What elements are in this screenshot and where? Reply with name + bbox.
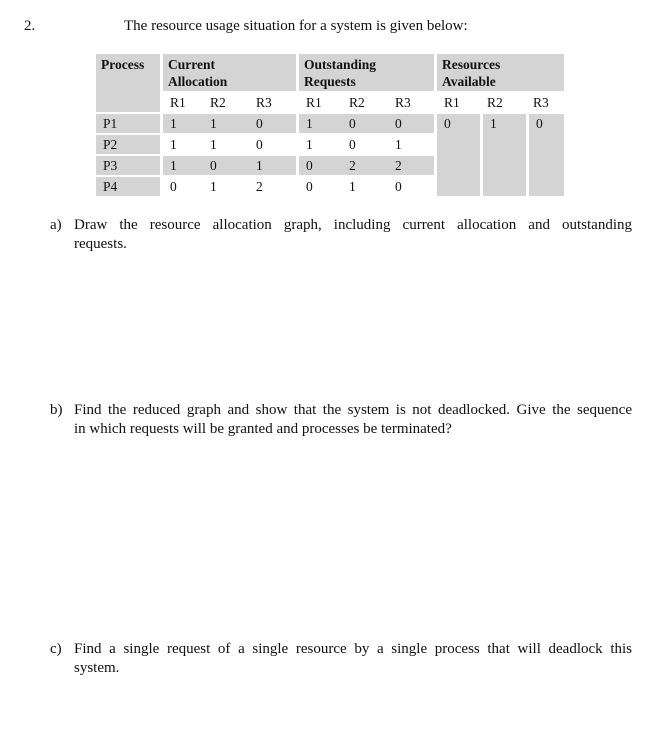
question-a-line1: Draw the resource allocation graph, including current allocation and outstanding [74, 217, 632, 233]
available-r2: 1 [480, 112, 526, 196]
request-cell: 0 [296, 175, 342, 196]
request-cell: 2 [342, 154, 388, 175]
request-cell: 1 [388, 133, 434, 154]
question-b [50, 401, 632, 439]
request-cell: 2 [388, 154, 434, 175]
outstanding-requests-header: Outstanding Requests [296, 54, 434, 91]
avail-r2-header: R2 [480, 91, 526, 112]
question-a [50, 216, 632, 254]
alloc-cell: 0 [203, 154, 249, 175]
question-c-line2: system. [74, 660, 120, 676]
req-r1-header: R1 [296, 91, 342, 112]
alloc-r3-header: R3 [249, 91, 296, 112]
question-b-line1: Find the reduced graph and show that the system is not deadlocked. Give the sequence [74, 402, 632, 418]
process-label: P2 [96, 133, 160, 154]
question-c-label: c) [50, 641, 62, 657]
alloc-cell: 0 [249, 112, 296, 133]
question-number: 2. [24, 18, 36, 34]
question-b-line2: in which requests will be granted and processes be terminated? [74, 421, 452, 437]
alloc-cell: 1 [203, 112, 249, 133]
alloc-cell: 2 [249, 175, 296, 196]
request-cell: 0 [388, 175, 434, 196]
question-c-line1: Find a single request of a single resource by a single process that will deadlock this [74, 641, 632, 657]
question-b-label: b) [50, 402, 63, 418]
req-r2-header: R2 [342, 91, 388, 112]
intro-text: The resource usage situation for a system is given below: [124, 18, 468, 34]
alloc-cell: 1 [160, 154, 203, 175]
process-label: P4 [96, 175, 160, 196]
process-label: P3 [96, 154, 160, 175]
question-c [50, 640, 632, 678]
alloc-cell: 0 [249, 133, 296, 154]
request-cell: 1 [296, 133, 342, 154]
process-header: Process [96, 54, 160, 112]
process-label: P1 [96, 112, 160, 133]
avail-r3-header: R3 [526, 91, 564, 112]
request-cell: 1 [342, 175, 388, 196]
resource-table [96, 54, 564, 196]
alloc-cell: 1 [160, 133, 203, 154]
alloc-cell: 1 [160, 112, 203, 133]
alloc-cell: 1 [203, 175, 249, 196]
alloc-r2-header: R2 [203, 91, 249, 112]
alloc-cell: 0 [160, 175, 203, 196]
current-allocation-header: Current Allocation [160, 54, 296, 91]
question-a-line2: requests. [74, 236, 127, 252]
request-cell: 1 [296, 112, 342, 133]
request-cell: 0 [388, 112, 434, 133]
question-a-label: a) [50, 217, 62, 233]
request-cell: 0 [342, 112, 388, 133]
request-cell: 0 [342, 133, 388, 154]
resources-available-header: Resources Available [434, 54, 564, 91]
available-r1: 0 [434, 112, 480, 196]
table-row [96, 112, 564, 133]
alloc-cell: 1 [249, 154, 296, 175]
alloc-r1-header: R1 [160, 91, 203, 112]
available-r3: 0 [526, 112, 564, 196]
request-cell: 0 [296, 154, 342, 175]
alloc-cell: 1 [203, 133, 249, 154]
req-r3-header: R3 [388, 91, 434, 112]
avail-r1-header: R1 [434, 91, 480, 112]
